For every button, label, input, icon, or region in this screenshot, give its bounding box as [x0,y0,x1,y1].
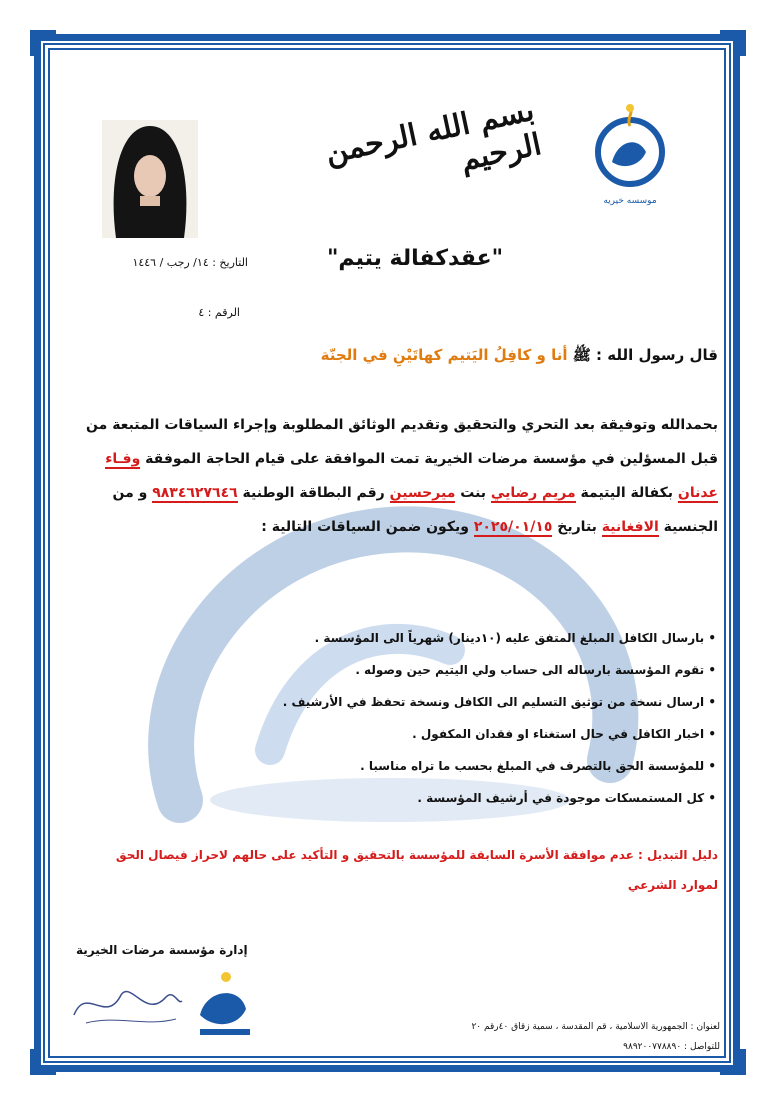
body-text: رقم البطاقة الوطنية [237,485,390,501]
body-text: و من الجنسية [112,485,718,535]
body-text: بنت [455,485,491,501]
sponsor-name: وفـاء عدنان [105,451,718,501]
body-text: بكفالة اليتيمة [575,485,678,501]
list-item: • اخبار الكافل في حال استغناء او فقدان المكفول . [180,718,716,750]
hadith-text: أنا و كافِلُ اليَتيم كهاتَيْنِ في الجنّة [320,346,568,364]
list-item: • تقوم المؤسسة بارساله الى حساب ولي اليتيم حين وصوله . [180,654,716,686]
portrait-icon [102,120,198,238]
contract-title: "عقدكفالة يتيم" [326,246,504,271]
address-line: لعنوان : الجمهورية الاسلامية ، قم المقدسة ، سمية زقاق ٤٠رقم ٢٠ [471,1022,720,1032]
father-name: ميرحسين [389,485,456,501]
evidence-note: دليل التبديل : عدم موافقة الأسرة السابقة للمؤسسة بالتحقيق و التأكيد على حالهم لاحراز فيصال الحق لموارد الشرعي [115,848,718,892]
bismillah-calligraphy: بسم الله الرحمن الرحيم [322,92,545,179]
contract-body [78,408,718,544]
national-id: ٩٨٣٤٦٢٧٦٤٦ [152,485,238,501]
management-label: إدارة مؤسسة مرضات الخيرية [76,943,248,957]
orphan-name: مريم رضايي [490,485,576,501]
start-date: ٢٠٢٥/٠١/١٥ [473,519,553,535]
list-item: • ارسال نسخة من توثيق التسليم الى الكافل ونسخة تحفظ في الأرشيف . [180,686,716,718]
contract-date: التاريخ : ١٤/ رجب / ١٤٤٦ [132,256,248,269]
charity-logo-icon [590,100,670,210]
list-item: • بارسال الكافل المبلغ المتفق عليه (١٠دينار) شهرياً الى المؤسسة . [180,622,716,654]
signature-icon [66,975,186,1035]
body-text: بتاريخ [552,519,602,535]
body-text: ويكون ضمن السياقات التالية : [261,519,474,535]
hadith-prefix: قال رسول الله : ﷺ [572,346,718,364]
logo-caption: موسسه خیریه [603,196,657,206]
conditions-list [180,622,716,814]
reference-number: الرقم : ٤ [198,306,240,319]
contact-line: للتواصل : ٩٨٩٢٠٠٧٧٨٨٩٠ [623,1042,720,1052]
orphan-photo [102,120,198,238]
list-item: • للمؤسسة الحق بالتصرف في المبلغ بحسب ما تراه مناسبا . [180,750,716,782]
hadith-quote [78,346,718,368]
body-text: بحمدالله وتوفيقة بعد التحري والتحقيق وتقديم الوثائق المطلوبة وإجراء السياقات المتبعة من قبل المسؤلين في مؤسسة مرضات الخيرية تمت الموافقة على قيام الحاجة الموفقة [86,417,718,467]
list-item: • كل المستمسكات موجودة في أرشيف المؤسسة . [180,782,716,814]
nationality: الافغانية [601,519,659,535]
charity-logo-icon [180,965,270,1045]
